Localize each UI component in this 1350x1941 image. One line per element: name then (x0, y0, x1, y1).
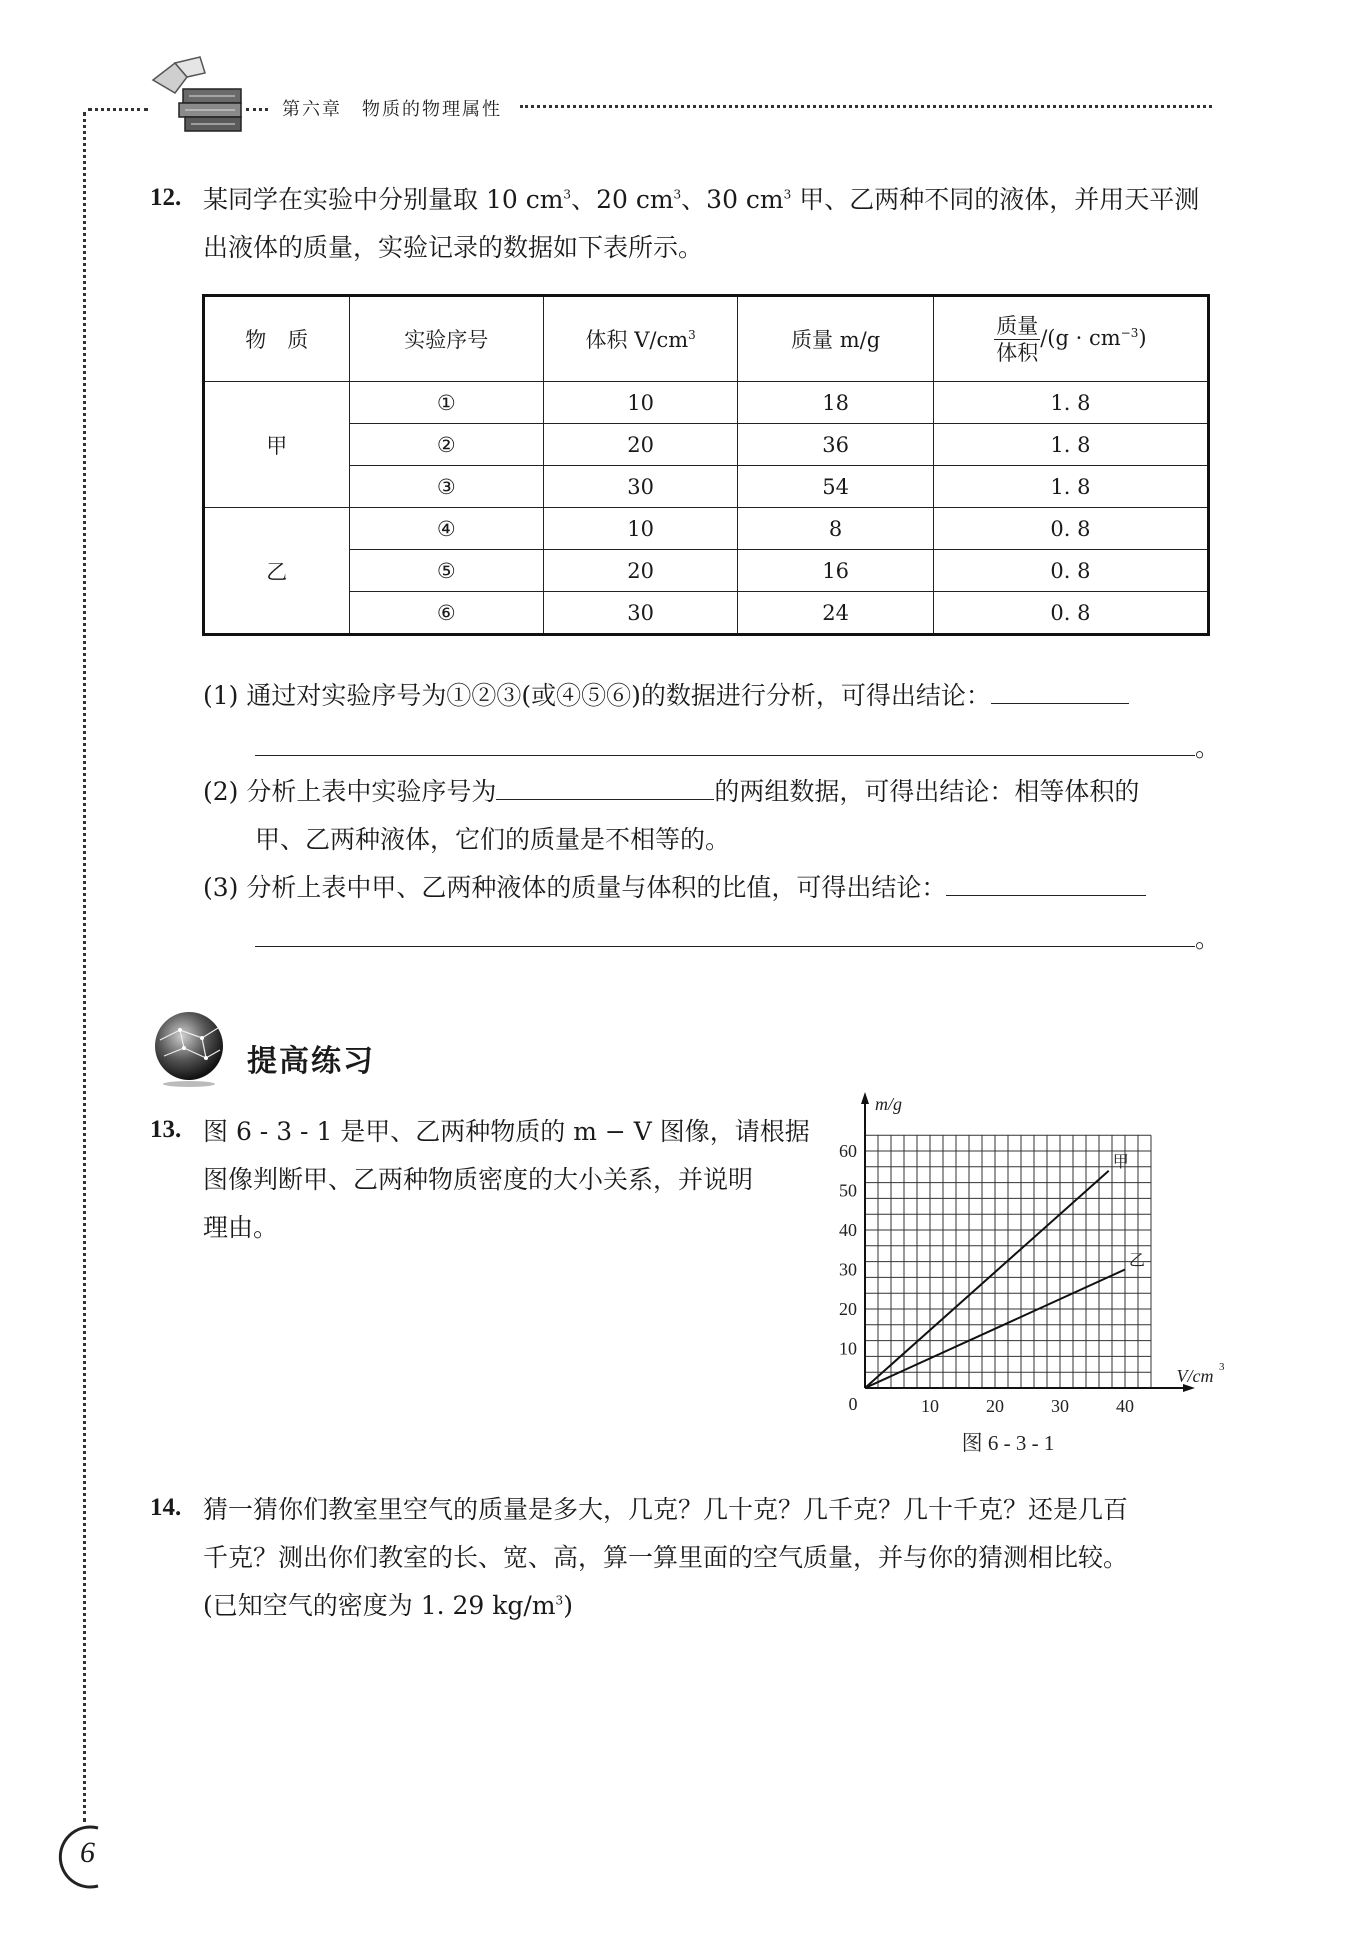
group-name: 乙 (204, 508, 350, 635)
mv-chart (820, 1090, 1225, 1470)
q12-number: 12. (150, 184, 182, 211)
cell-ratio: 0. 8 (933, 592, 1208, 635)
q13-line1: 图 6 - 3 - 1 是甲、乙两种物质的 m − V 图像，请根据 (203, 1117, 810, 1146)
y-axis-label: m/g (875, 1094, 902, 1114)
q12-sub1: (1) 通过对实验序号为①②③(或④⑤⑥)的数据进行分析，可得出结论： (203, 672, 1129, 720)
header-volume: 体积 $V/cm^3$ (543, 296, 737, 382)
header-rule-left (88, 108, 148, 111)
q12-sub2: (2) 分析上表中实验序号为 的两组数据，可得出结论：相等体积的 (203, 777, 1140, 806)
cell-volume: 30 (543, 466, 737, 508)
x-axis-label-sup: 3 (1219, 1361, 1225, 1373)
header-decoration-icon (145, 55, 250, 140)
cell-volume: 30 (543, 592, 737, 635)
answer-blank-3a[interactable] (946, 895, 1146, 896)
chart-caption: 图 6 - 3 - 1 (961, 1431, 1055, 1455)
cell-index: ④ (349, 508, 543, 550)
header-index: 实验序号 (349, 296, 543, 382)
y-tick-label: 40 (839, 1220, 857, 1240)
y-tick-label: 10 (839, 1338, 857, 1359)
x-tick-label: 20 (986, 1396, 1004, 1416)
chapter-title: 物质的物理属性 (362, 99, 502, 120)
cell-index: ② (349, 424, 543, 466)
margin-rule (83, 112, 86, 1822)
data-table (202, 294, 1210, 636)
cell-mass: 54 (738, 466, 933, 508)
cell-ratio: 0. 8 (933, 550, 1208, 592)
cell-mass: 24 (738, 592, 933, 635)
answer-blank-3b[interactable] (255, 946, 1195, 947)
cell-volume: 10 (543, 508, 737, 550)
cell-index: ⑥ (349, 592, 543, 635)
x-tick-label: 40 (1116, 1396, 1134, 1416)
y-axis-arrow (861, 1092, 869, 1104)
answer-blank-1b[interactable] (255, 755, 1195, 756)
q13-number: 13. (150, 1116, 182, 1143)
chapter-label: 第六章 物质的物理属性 (282, 99, 502, 120)
header-mass: 质量 m/g (738, 296, 933, 382)
q14-number: 14. (150, 1494, 182, 1521)
y-tick-label: 50 (839, 1180, 857, 1201)
section-globe-icon (150, 1010, 228, 1088)
cell-mass: 18 (738, 382, 933, 424)
q13-line3: 理由。 (203, 1213, 279, 1242)
q14-line2: 千克？测出你们教室的长、宽、高，算一算里面的空气质量，并与你的猜测相比较。 (203, 1543, 1129, 1572)
header-rule-right (520, 105, 1212, 108)
series-label: 甲 (1112, 1151, 1129, 1171)
cell-volume: 20 (543, 550, 737, 592)
q12-line1: 某同学在实验中分别量取 10 $cm^3$、20 $cm^3$、30 $cm^3$ 甲、乙两种不同的液体，并用天平测 (203, 185, 1200, 214)
series-line (865, 1171, 1109, 1388)
table-row (204, 508, 1209, 550)
origin-label: 0 (848, 1394, 858, 1414)
header-ratio: $\frac{\text{质量}}{\text{体积}}$ $/(g \cdot cm^{-3})$ (933, 296, 1208, 382)
cell-index: ① (349, 382, 543, 424)
cell-ratio: 1. 8 (933, 466, 1208, 508)
header-rule-mid (246, 108, 268, 111)
x-tick-label: 30 (1051, 1396, 1069, 1416)
table-header-row (204, 296, 1209, 382)
page-number: 6 (80, 1836, 95, 1869)
cell-ratio: 1. 8 (933, 382, 1208, 424)
table-row (204, 382, 1209, 424)
cell-mass: 16 (738, 550, 933, 592)
cell-volume: 10 (543, 382, 737, 424)
cell-ratio: 1. 8 (933, 424, 1208, 466)
table-row (204, 466, 1209, 508)
table-row (204, 550, 1209, 592)
q12-sub3: (3) 分析上表中甲、乙两种液体的质量与体积的比值，可得出结论： (203, 864, 1146, 912)
q12-line2: 出液体的质量，实验记录的数据如下表所示。 (203, 233, 704, 262)
q12-sub1-cont: 。 (255, 724, 1220, 772)
answer-blank-1a[interactable] (991, 703, 1129, 704)
answer-blank-2[interactable] (496, 799, 714, 800)
y-tick-label: 30 (839, 1259, 857, 1280)
q14-line3: (已知空气的密度为 1. 29 $kg/m^3$) (203, 1591, 573, 1620)
cell-ratio: 0. 8 (933, 508, 1208, 550)
q14-line1: 猜一猜你们教室里空气的质量是多大，几克？几十克？几千克？几十千克？还是几百 (203, 1495, 1129, 1524)
header-substance: 物 质 (204, 296, 350, 382)
cell-mass: 8 (738, 508, 933, 550)
table-row (204, 592, 1209, 635)
y-tick-label: 60 (839, 1141, 857, 1161)
x-tick-label: 10 (921, 1396, 939, 1416)
group-name: 甲 (204, 382, 350, 508)
cell-volume: 20 (543, 424, 737, 466)
x-axis-label: V/cm (1176, 1366, 1214, 1386)
cell-mass: 36 (738, 424, 933, 466)
series-label: 乙 (1129, 1250, 1146, 1270)
cell-index: ③ (349, 466, 543, 508)
y-tick-label: 20 (839, 1299, 857, 1319)
q12-sub2-cont: 甲、乙两种液体，它们的质量是不相等的。 (255, 825, 731, 854)
section-title: 提高练习 (247, 1044, 375, 1079)
cell-index: ⑤ (349, 550, 543, 592)
q13-line2: 图像判断甲、乙两种物质密度的大小关系，并说明 (203, 1165, 754, 1194)
q12-sub3-cont: 。 (255, 915, 1220, 963)
table-row (204, 424, 1209, 466)
